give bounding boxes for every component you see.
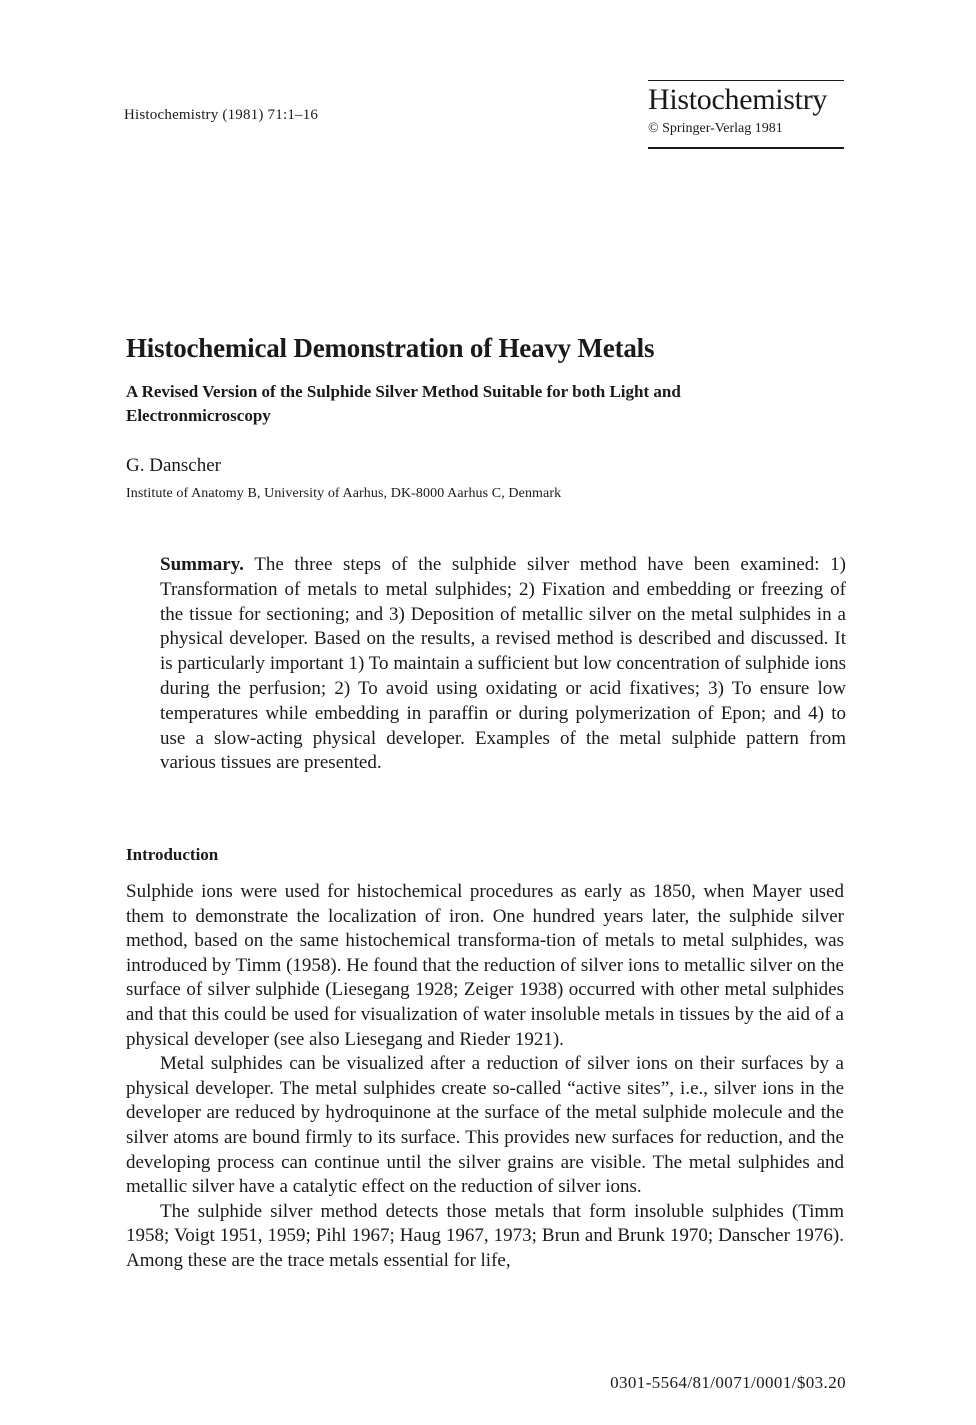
abstract [160,553,846,776]
paragraph: Metal sulphides can be visualized after a reduction of silver ions on their surfaces by a physical developer. The metal sulphides create so-called “active sites”, i.e., silver ions in the developer are reduced by hydroquinone at the surface of the metal sulphide molecule and the silver atoms are bound firmly to its surface. This provides new surfaces for reduction, and the developing process can continue until the silver grains are visible. The metal sulphides and metallic silver have a catalytic effect on the reduction of silver ions. [126,1053,844,1198]
section-heading-introduction: Introduction [126,845,219,864]
masthead-rule-top [648,80,844,81]
paragraph: Sulphide ions were used for histochemical procedures as early as 1850, when Mayer used them to demonstrate the localization of iron. One hundred years later, the sulphide silver method, based on the same histochemical transforma-tion of metals to metal sulphides, was introduced by Timm (1958). He found that the reduction of silver ions to metallic silver on the surface of silver sulphide (Liesegang 1928; Zeiger 1938) occurred with other metal sulphides and that this could be used for visualization of water insoluble metals in tissues by the aid of a physical developer (see also Liesegang and Rieder 1921). [126,881,844,1050]
article-subtitle: A Revised Version of the Sulphide Silver Method Suitable for both Light and Electronmicroscopy [126,382,681,425]
article-code: 0301-5564/81/0071/0001/$03.20 [610,1373,846,1392]
author-affiliation: Institute of Anatomy B, University of Aarhus, DK-8000 Aarhus C, Denmark [126,486,562,501]
journal-name: Histochemistry [648,83,828,116]
introduction-body [126,880,844,1274]
author-name: G. Danscher [126,455,221,476]
article-title: Histochemical Demonstration of Heavy Metals [126,333,655,363]
abstract-text: The three steps of the sulphide silver method have been examined: 1) Transformation of metals to metal sulphides; 2) Fixation and embedding or freezing of the tissue for sectioning; and 3) Deposition of metallic silver on the metal sulphides in a physical developer. Based on the results, a revised method is described and discussed. It is particularly important 1) To maintain a sufficient but low concentration of sulphide ions during the perfusion; 2) To avoid using oxidating or acid fixatives; 3) To ensure low temperatures while embedding in paraffin or during polymerization of Epon; and 4) to use a slow-acting physical developer. Examples of the metal sulphide pattern from various tissues are presented. [160,554,846,774]
abstract-label: Summary. [160,554,244,575]
journal-citation: Histochemistry (1981) 71:1–16 [124,107,319,123]
paragraph: The sulphide silver method detects those metals that form insoluble sulphides (Timm 1958; Voigt 1951, 1959; Pihl 1967; Haug 1967, 1973; Brun and Brunk 1970; Danscher 1976). Among these are the trace metals essential for life, [126,1200,844,1271]
journal-masthead [648,80,844,149]
masthead-rule-bottom [648,147,844,149]
copyright-notice: © Springer-Verlag 1981 [648,121,783,136]
